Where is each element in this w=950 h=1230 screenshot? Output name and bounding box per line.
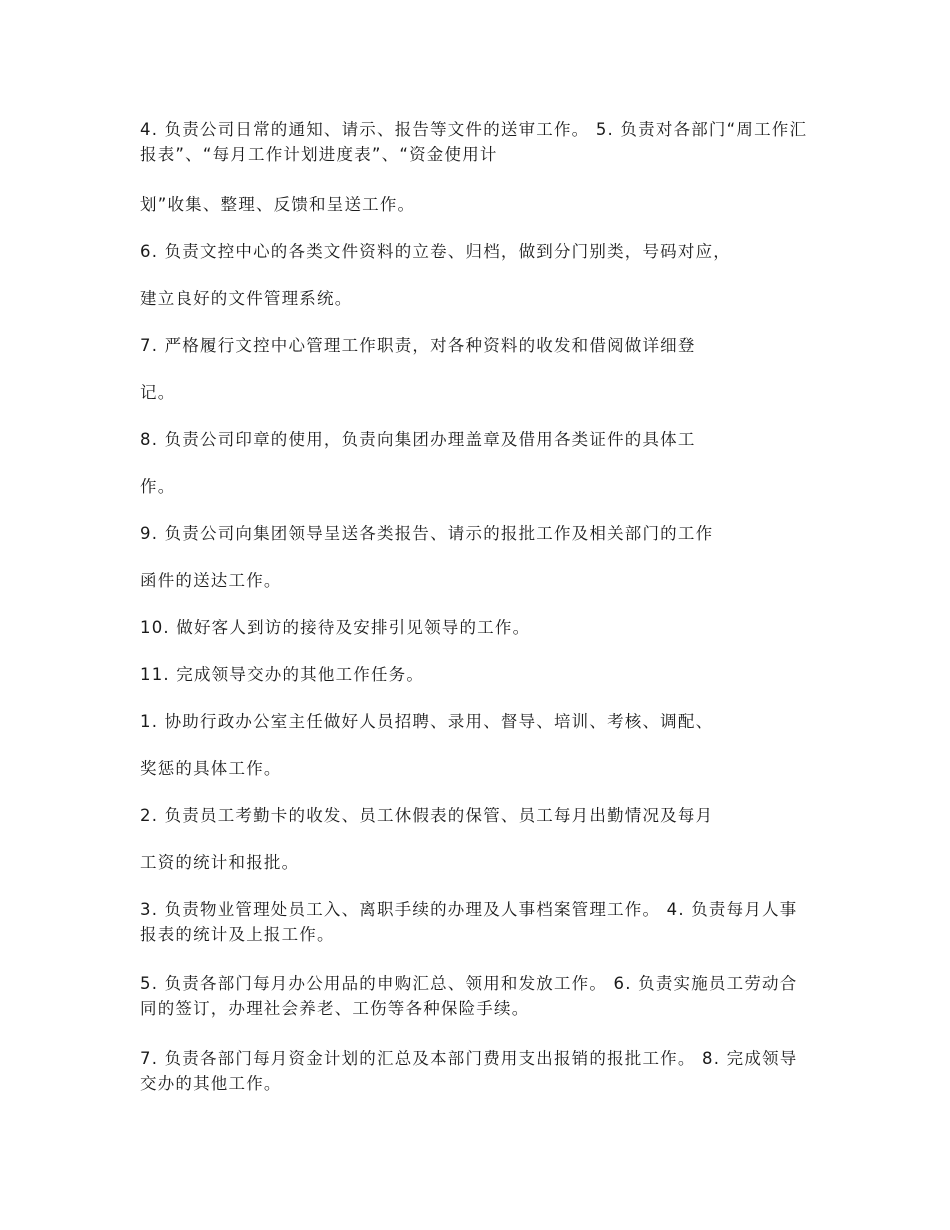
paragraph-18: 5. 负责各部门每月办公用品的申购汇总、领用和发放工作。 6. 负责实施员工劳动合同的签订，办理社会养老、工伤等各种保险手续。: [140, 974, 798, 1018]
paragraph-9: 9. 负责公司向集团领导呈送各类报告、请示的报批工作及相关部门的工作: [140, 524, 714, 543]
paragraph-16: 工资的统计和报批。: [140, 853, 300, 872]
paragraph-11: 10. 做好客人到访的接待及安排引见领导的工作。: [140, 618, 531, 637]
paragraph-10: 函件的送达工作。: [140, 571, 282, 590]
paragraph-2: 划”收集、整理、反馈和呈送工作。: [140, 195, 416, 214]
paragraph-5: 7. 严格履行文控中心管理工作职责，对各种资料的收发和借阅做详细登: [140, 336, 696, 355]
paragraph-17: 3. 负责物业管理处员工入、离职手续的办理及人事档案管理工作。 4. 负责每月人事报表的统计及上报工作。: [140, 900, 798, 944]
paragraph-15: 2. 负责员工考勤卡的收发、员工休假表的保管、员工每月出勤情况及每月: [140, 806, 714, 825]
paragraph-14: 奖惩的具体工作。: [140, 759, 282, 778]
paragraph-3: 6. 负责文控中心的各类文件资料的立卷、归档，做到分门别类，号码对应，: [140, 242, 731, 261]
paragraph-13: 1. 协助行政办公室主任做好人员招聘、录用、督导、培训、考核、调配、: [140, 712, 714, 731]
paragraph-4: 建立良好的文件管理系统。: [140, 289, 353, 308]
paragraph-12: 11. 完成领导交办的其他工作任务。: [140, 665, 425, 684]
paragraph-6: 记。: [140, 383, 176, 402]
paragraph-1: 4. 负责公司日常的通知、请示、报告等文件的送审工作。 5. 负责对各部门“周工作汇报表”、“每月工作计划进度表”、“资金使用计: [140, 120, 808, 164]
paragraph-7: 8. 负责公司印章的使用，负责向集团办理盖章及借用各类证件的具体工: [140, 430, 696, 449]
paragraph-8: 作。: [140, 477, 176, 496]
paragraph-19: 7. 负责各部门每月资金计划的汇总及本部门费用支出报销的报批工作。 8. 完成领导交办的其他工作。: [140, 1049, 798, 1093]
